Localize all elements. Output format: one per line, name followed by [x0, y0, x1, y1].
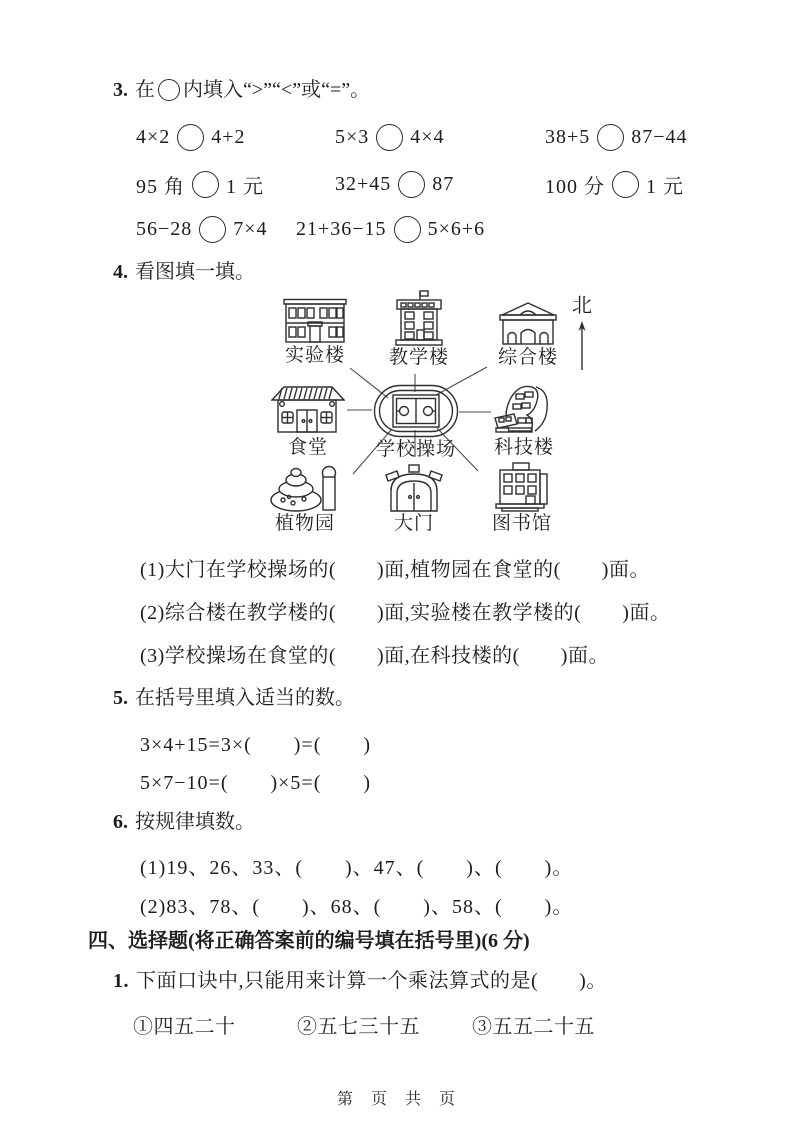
- experiment-building-icon: [283, 298, 347, 344]
- comparison-item: [335, 124, 545, 151]
- q4-sub-1: (1)大门在学校操场的( )面,植物园在食堂的( )面。: [140, 559, 650, 581]
- comparison-item: [545, 170, 684, 199]
- answer-circle: [394, 216, 421, 243]
- building-comprehensive: [497, 300, 559, 369]
- q6-line-1: (1)19、26、33、( )、47、( )、( )。: [140, 857, 574, 879]
- north-indicator: [572, 296, 592, 372]
- teaching-building-icon: [393, 290, 445, 346]
- building-science: [492, 382, 556, 459]
- q6-number: 6.: [113, 811, 128, 833]
- q3-title-pre: 在: [135, 79, 155, 101]
- page-footer: 第 页 共 页: [336, 1091, 456, 1108]
- left-expression: 32+45: [335, 173, 392, 195]
- building-label: 实验楼: [284, 345, 345, 366]
- q5-number: 5.: [113, 687, 128, 709]
- q4-sub-2: (2)综合楼在教学楼的( )面,实验楼在教学楼的( )面。: [140, 602, 671, 624]
- comparison-item: [296, 216, 485, 243]
- left-expression: 95 角: [136, 176, 185, 198]
- answer-circle: [192, 171, 219, 198]
- option-1: ①四五二十: [133, 1016, 236, 1038]
- left-expression: 5×3: [335, 126, 370, 148]
- section4-q1-text: 下面口诀中,只能用来计算一个乘法算式的是( )。: [136, 970, 607, 992]
- q6-heading: [113, 810, 255, 834]
- q5-line-1: 3×4+15=3×( )=( ): [140, 734, 372, 756]
- north-arrow-icon: [575, 320, 589, 372]
- answer-circle: [612, 171, 639, 198]
- q3-title-post: 内填入“>”“<”或“=”。: [183, 79, 371, 101]
- option-2: ②五七三十五: [297, 1016, 420, 1038]
- q4-number: 4.: [113, 261, 128, 283]
- right-expression: 87−44: [631, 126, 688, 148]
- building-playground: [373, 384, 459, 461]
- section4-options: [133, 1010, 595, 1039]
- building-label: 大门: [393, 513, 434, 534]
- q6-line-2: (2)83、78、( )、68、( )、58、( )。: [140, 896, 574, 918]
- right-expression: 5×6+6: [427, 218, 486, 240]
- answer-circle: [597, 124, 624, 151]
- q4-sub-3: (3)学校操场在食堂的( )面,在科技楼的( )面。: [140, 645, 609, 667]
- right-expression: 1 元: [646, 176, 684, 198]
- building-label: 综合楼: [497, 347, 558, 368]
- building-label: 学校操场: [375, 439, 456, 460]
- right-expression: 4+2: [211, 126, 246, 148]
- building-teaching: [389, 290, 449, 369]
- building-garden: [269, 464, 341, 535]
- building-label: 教学楼: [389, 347, 450, 368]
- building-label: 食堂: [287, 437, 328, 458]
- q3-row-2: [136, 170, 684, 199]
- right-expression: 1 元: [226, 176, 264, 198]
- q5-title: 在括号里填入适当的数。: [135, 687, 355, 709]
- q5-line-2: 5×7−10=( )×5=( ): [140, 772, 372, 794]
- science-building-icon: [492, 382, 556, 436]
- building-gate: [384, 464, 444, 535]
- answer-circle: [177, 124, 204, 151]
- school-map-diagram: [250, 288, 620, 543]
- building-label: 图书馆: [492, 513, 553, 534]
- q4-title: 看图填一填。: [135, 261, 255, 283]
- answer-circle: [376, 124, 403, 151]
- q4-heading: [113, 260, 255, 284]
- blank-circle-icon: [158, 79, 180, 101]
- answer-circle: [199, 216, 226, 243]
- canteen-icon: [271, 384, 345, 436]
- building-experiment: [283, 298, 347, 367]
- building-label: 植物园: [274, 513, 335, 534]
- left-expression: 4×2: [136, 126, 171, 148]
- building-canteen: [271, 384, 345, 459]
- right-expression: 4×4: [410, 126, 445, 148]
- q5-heading: [113, 686, 355, 710]
- option-3: ③五五二十五: [472, 1016, 595, 1038]
- comparison-item: [335, 171, 545, 198]
- comparison-item: [136, 216, 296, 243]
- q3-number: 3.: [113, 79, 128, 101]
- playground-icon: [373, 384, 459, 438]
- left-expression: 38+5: [545, 126, 591, 148]
- q6-title: 按规律填数。: [135, 811, 255, 833]
- building-library: [492, 462, 552, 535]
- section4-q1-number: 1.: [113, 970, 129, 992]
- main-gate-icon: [384, 464, 444, 512]
- building-label: 科技楼: [493, 437, 554, 458]
- comparison-item: [545, 124, 688, 151]
- q3-heading: [113, 78, 370, 102]
- section4-heading: 四、选择题(将正确答案前的编号填在括号里)(6 分): [88, 930, 530, 952]
- right-expression: 87: [432, 173, 455, 195]
- left-expression: 100 分: [545, 176, 605, 198]
- comparison-item: [136, 124, 335, 151]
- q3-row-1: [136, 124, 688, 151]
- north-label: 北: [572, 295, 592, 317]
- right-expression: 7×4: [233, 218, 268, 240]
- left-expression: 21+36−15: [296, 218, 387, 240]
- q3-row-3: [136, 216, 485, 243]
- botanical-garden-icon: [269, 464, 341, 512]
- left-expression: 56−28: [136, 218, 193, 240]
- answer-circle: [398, 171, 425, 198]
- library-icon: [493, 462, 551, 512]
- comparison-item: [136, 170, 335, 199]
- section4-q1: [113, 969, 607, 994]
- comprehensive-building-icon: [497, 300, 559, 346]
